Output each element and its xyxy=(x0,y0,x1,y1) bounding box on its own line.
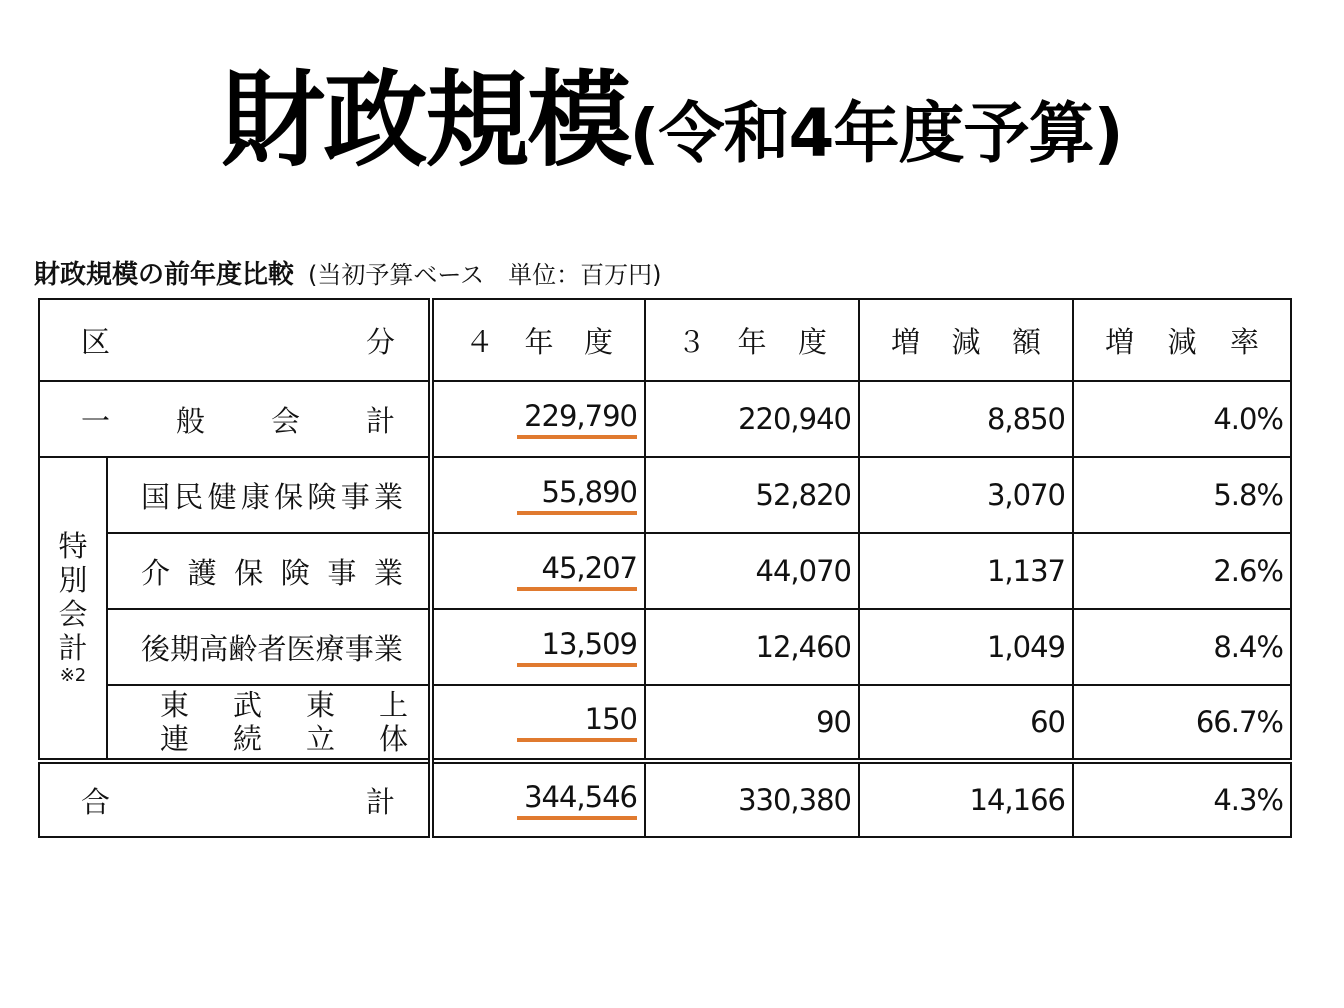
row-rate: 66.7% xyxy=(1073,685,1291,761)
label-char: 期 xyxy=(170,631,200,666)
label-char: 医 xyxy=(286,631,316,666)
label-char: 康 xyxy=(240,479,270,514)
label-char: 上 xyxy=(379,688,409,722)
row-fy3: 12,460 xyxy=(645,609,859,685)
total-fy4: 344,546 xyxy=(431,761,645,837)
row-diff: 60 xyxy=(859,685,1073,761)
row-rate: 5.8% xyxy=(1073,457,1291,533)
label-char: 国 xyxy=(141,479,171,514)
row-label xyxy=(107,685,431,761)
table-row xyxy=(39,533,1291,609)
label-char: 護 xyxy=(187,555,217,590)
label-char: 武 xyxy=(233,688,263,722)
special-account-label: 特 別 会 計 ※2 xyxy=(39,457,107,761)
label-char: 後 xyxy=(141,631,171,666)
label-char: 保 xyxy=(234,555,264,590)
total-diff: 14,166 xyxy=(859,761,1073,837)
label-char: 事 xyxy=(327,555,357,590)
table-caption xyxy=(34,258,662,292)
general-diff: 8,850 xyxy=(859,381,1073,457)
label-char: 体 xyxy=(379,722,409,756)
label-char: 立 xyxy=(306,722,336,756)
table-row xyxy=(39,609,1291,685)
label-char: 業 xyxy=(373,631,403,666)
header-rate: 増 減 率 xyxy=(1073,299,1291,381)
label-char: 事 xyxy=(344,631,374,666)
special-note-mark: ※2 xyxy=(59,665,87,686)
label-char: 健 xyxy=(207,479,237,514)
header-fy3: ３ 年 度 xyxy=(645,299,859,381)
row-fy3: 44,070 xyxy=(645,533,859,609)
label-char: 齢 xyxy=(228,631,258,666)
label-char: 高 xyxy=(199,631,229,666)
table-row xyxy=(39,457,1291,533)
total-label: 合 計 xyxy=(39,761,431,837)
header-diff: 増 減 額 xyxy=(859,299,1073,381)
label-char: 保 xyxy=(274,479,304,514)
general-account-label: 一 般 会 計 xyxy=(39,381,431,457)
label-char: 事 xyxy=(340,479,370,514)
row-rate: 2.6% xyxy=(1073,533,1291,609)
header-category: 区 分 xyxy=(39,299,431,381)
label-char: 民 xyxy=(174,479,204,514)
caption-note: (当初予算ベース 単位：百万円) xyxy=(308,261,662,289)
row-fy4: 45,207 xyxy=(431,533,645,609)
row-label xyxy=(107,457,431,533)
label-char: 療 xyxy=(315,631,345,666)
row-diff: 3,070 xyxy=(859,457,1073,533)
label-char: 連 xyxy=(160,722,190,756)
row-fy4: 55,890 xyxy=(431,457,645,533)
page-title xyxy=(0,59,1344,181)
total-rate: 4.3% xyxy=(1073,761,1291,837)
label-char: 業 xyxy=(373,479,403,514)
total-row xyxy=(39,761,1291,837)
header-row xyxy=(39,299,1291,381)
row-label xyxy=(107,609,431,685)
row-label xyxy=(107,533,431,609)
general-rate: 4.0% xyxy=(1073,381,1291,457)
label-char: 険 xyxy=(307,479,337,514)
label-char: 業 xyxy=(373,555,403,590)
row-diff: 1,049 xyxy=(859,609,1073,685)
caption-title: 財政規模の前年度比較 xyxy=(34,260,295,290)
label-char: 介 xyxy=(141,555,171,590)
row-fy4: 150 xyxy=(431,685,645,761)
label-char: 険 xyxy=(280,555,310,590)
row-diff: 1,137 xyxy=(859,533,1073,609)
table-row xyxy=(39,685,1291,761)
budget-table xyxy=(38,298,1292,838)
label-char: 者 xyxy=(257,631,287,666)
row-fy3: 90 xyxy=(645,685,859,761)
row-rate: 8.4% xyxy=(1073,609,1291,685)
general-fy3: 220,940 xyxy=(645,381,859,457)
label-char: 東 xyxy=(306,688,336,722)
title-main: 財政規模 xyxy=(221,59,630,181)
row-fy3: 52,820 xyxy=(645,457,859,533)
table-row xyxy=(39,381,1291,457)
label-char: 続 xyxy=(233,722,263,756)
general-fy4: 229,790 xyxy=(431,381,645,457)
header-fy4: ４ 年 度 xyxy=(431,299,645,381)
row-fy4: 13,509 xyxy=(431,609,645,685)
title-sub: (令和4年度予算) xyxy=(629,95,1123,172)
label-char: 東 xyxy=(160,688,190,722)
total-fy3: 330,380 xyxy=(645,761,859,837)
